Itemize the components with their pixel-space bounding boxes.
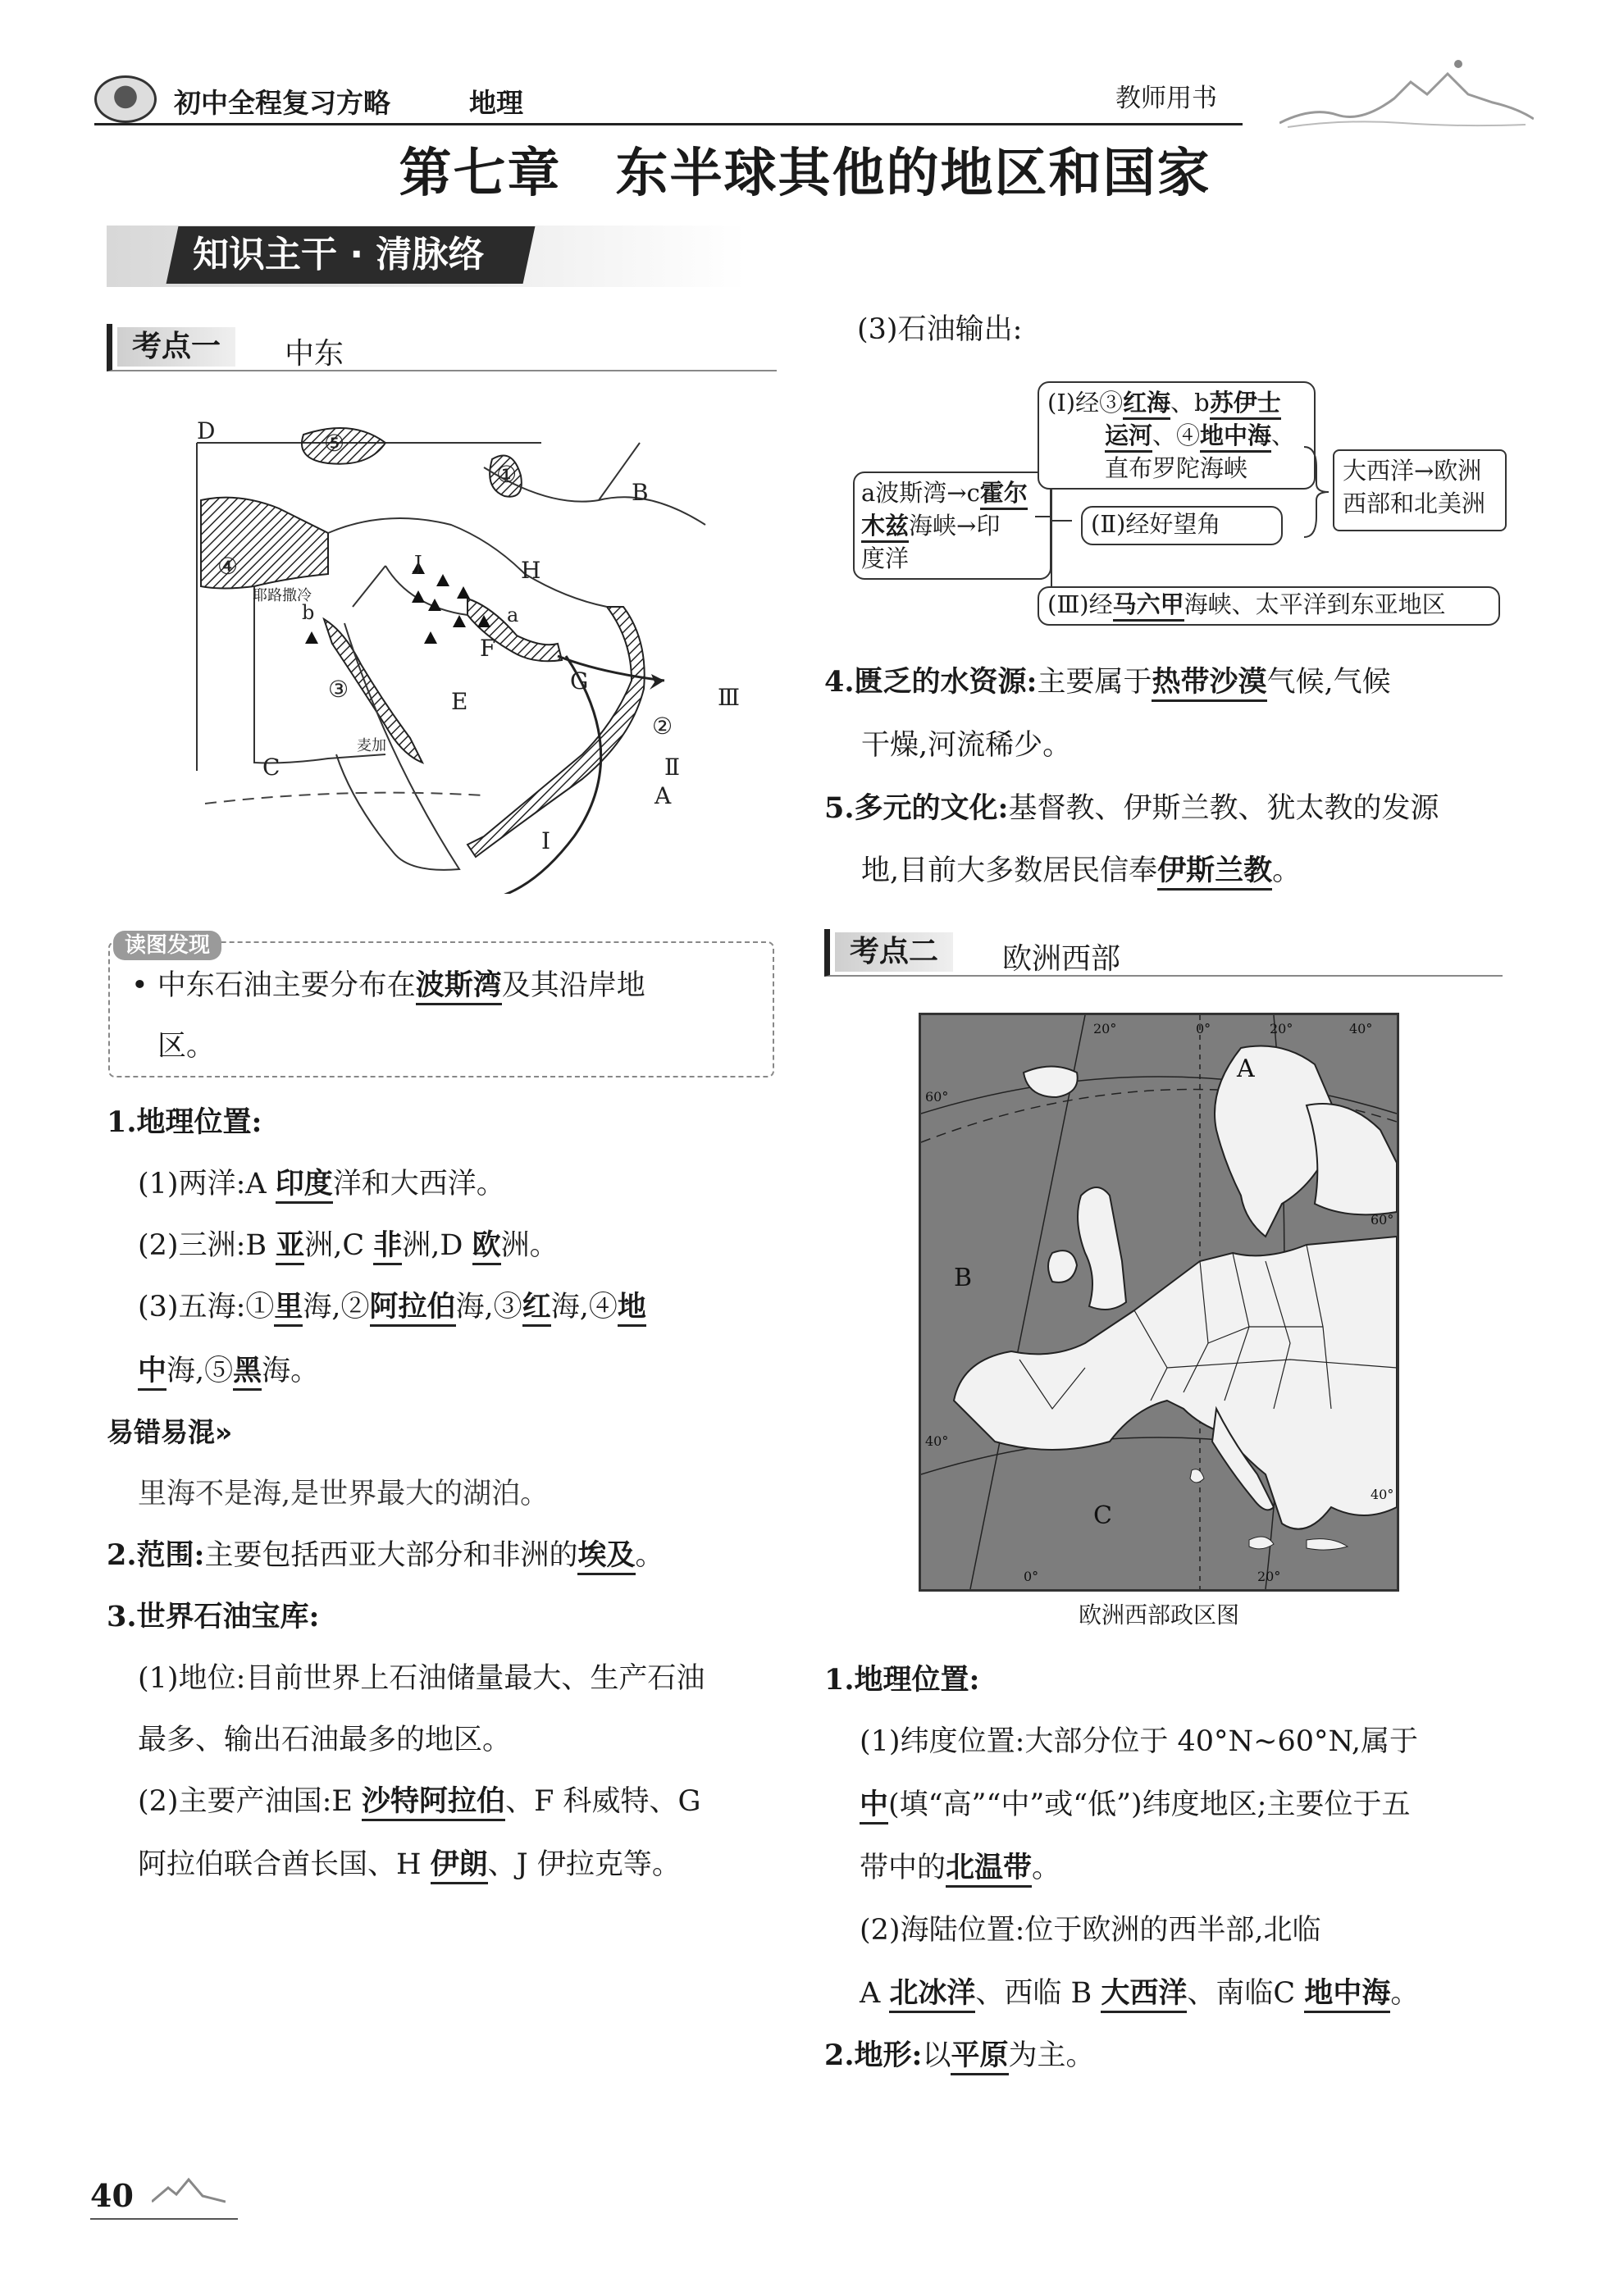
route-3-box: [1038, 586, 1500, 626]
answer: 埃及: [577, 1538, 635, 1575]
text: (Ⅲ)经: [1047, 590, 1113, 618]
europe-label-40e-top: 40°: [1349, 1021, 1373, 1036]
text: 以: [922, 2039, 951, 2072]
europe-label-60n-right: 60°: [1371, 1212, 1394, 1228]
map-label-3: ③: [328, 676, 349, 703]
answer: 里: [274, 1290, 303, 1327]
text: 。: [635, 1539, 664, 1572]
answer: 非: [373, 1228, 402, 1265]
map-label-II: Ⅱ: [664, 754, 681, 781]
route-2-box: (Ⅱ)经好望角: [1081, 506, 1283, 545]
answer: 印度: [276, 1167, 333, 1204]
answer: 大西洋: [1101, 1976, 1187, 2013]
map-label-I: Ⅰ: [541, 827, 551, 854]
map-label-b: b: [302, 601, 315, 624]
text: 为主。: [1008, 2039, 1095, 2072]
europe-section-2: [824, 2036, 1095, 2075]
book-title: 初中全程复习方略: [174, 87, 390, 119]
europe-label-B: B: [954, 1264, 973, 1292]
middle-east-map: [139, 410, 763, 894]
route-1-line3: 直布罗陀海峡: [1105, 454, 1248, 482]
discovery-tag: 读图发现: [113, 931, 221, 960]
kaodian-2-tag: 考点二: [835, 932, 953, 972]
answer: 运河: [1105, 421, 1152, 453]
answer: 北冰洋: [889, 1976, 975, 2013]
yicuo-heading: [107, 1413, 232, 1452]
map-label-J: J: [414, 552, 422, 575]
oil-source-box: [853, 472, 1051, 580]
text: 海,②: [303, 1291, 370, 1323]
heading: 4.匮乏的水资源:: [824, 665, 1038, 699]
answer: 苏伊士: [1210, 389, 1281, 420]
europe-label-20e-top: 20°: [1270, 1021, 1293, 1036]
europe-1-1-line1: (1)纬度位置:大部分位于 40°N~60°N,属于: [860, 1725, 1419, 1758]
answer: 地中海: [1304, 1976, 1390, 2013]
answer: 地中海: [1200, 421, 1271, 453]
europe-section-1-heading: 1.地理位置:: [824, 1663, 980, 1697]
answer: 马六甲: [1113, 590, 1184, 622]
destination-brace: [1300, 443, 1333, 541]
answer: 木兹: [861, 512, 909, 543]
europe-1-2-line2: [860, 1974, 1419, 2013]
edition-label: 教师用书: [1115, 84, 1217, 113]
answer: 亚: [276, 1228, 304, 1265]
text: 。: [1272, 854, 1302, 887]
map-label-G: G: [570, 667, 589, 695]
text: 阿拉伯联合酋长国、H: [138, 1848, 431, 1881]
text: 、西临 B: [975, 1977, 1101, 2010]
answer: 北温带: [946, 1851, 1032, 1888]
mountain-decoration-icon: [1279, 49, 1534, 131]
kaodian-1-heading: [107, 324, 777, 371]
map-label-a: a: [507, 604, 519, 626]
text: (2)三洲:B: [138, 1229, 276, 1262]
answer: 黑: [233, 1354, 262, 1391]
europe-1-2-line1: (2)海陆位置:位于欧洲的西半部,北临: [860, 1914, 1321, 1947]
europe-label-C: C: [1093, 1501, 1112, 1530]
text: 海。: [262, 1355, 320, 1387]
map-label-2: ②: [652, 713, 673, 740]
left-1-1: [138, 1164, 505, 1204]
answer: 沙特阿拉伯: [362, 1784, 505, 1821]
text: a波斯湾→c: [861, 479, 980, 507]
kaodian-1-title: 中东: [285, 337, 344, 371]
europe-1-1-line2: [860, 1785, 1410, 1824]
text: 、F 科威特、G: [505, 1785, 701, 1818]
text: 洋和大西洋。: [332, 1168, 505, 1200]
right-section-4-line2: 干燥,河流稀少。: [861, 729, 1072, 762]
text: 海,④: [550, 1291, 618, 1323]
answer: 伊斯兰教: [1157, 854, 1272, 891]
left-1-2: [138, 1226, 559, 1265]
answer: 中: [860, 1788, 888, 1824]
text: 带中的: [860, 1852, 946, 1884]
answer: 平原: [951, 2039, 1008, 2075]
section-banner: [166, 226, 536, 284]
map-label-III: Ⅲ: [718, 684, 741, 711]
answer: 欧: [472, 1228, 501, 1265]
text: 洲,C: [304, 1229, 374, 1262]
text: (Ⅰ)经③: [1047, 389, 1124, 417]
answer: 伊朗: [431, 1847, 488, 1884]
text: 海峡→印: [909, 512, 1001, 540]
double-chevron-icon: »: [215, 1416, 233, 1448]
oil-source-line3: 度洋: [861, 544, 910, 572]
answer: 热带沙漠: [1152, 665, 1266, 702]
map-label-1: ①: [496, 461, 518, 488]
left-section-3-heading: 3.世界石油宝库:: [107, 1600, 320, 1633]
europe-1-1-line3: [860, 1848, 1060, 1888]
europe-label-40n-left: 40°: [925, 1433, 949, 1449]
section-banner-label: 知识主干 · 清脉络: [193, 234, 485, 276]
heading: 5.多元的文化:: [824, 791, 1009, 825]
right-section-5-line1: [824, 789, 1439, 828]
text: (填“高”“中”或“低”)纬度地区;主要位于五: [888, 1788, 1411, 1821]
answer: 中: [138, 1354, 166, 1391]
answer: 红: [522, 1290, 551, 1327]
answer: 红海: [1123, 389, 1170, 420]
header-rule: [94, 123, 1243, 125]
map-label-E: E: [451, 688, 468, 715]
oil-export-heading: (3)石油输出:: [857, 313, 1023, 346]
answer: 霍尔: [980, 479, 1028, 510]
answer-persian-gulf: 波斯湾: [416, 968, 502, 1005]
left-section-2: [107, 1536, 664, 1575]
text: 海,⑤: [166, 1355, 234, 1387]
europe-label-40n-right: 40°: [1371, 1487, 1394, 1502]
left-3-2-line2: [138, 1845, 681, 1884]
text: (3)五海:①: [138, 1291, 275, 1323]
text: 、南临C: [1187, 1977, 1305, 2010]
answer: 阿拉伯: [370, 1290, 456, 1327]
yicuo-text: 里海不是海,是世界最大的湖泊。: [138, 1478, 550, 1510]
destination-line1: 大西洋→欧洲: [1343, 457, 1482, 485]
oil-source-line1: [861, 476, 1043, 509]
left-3-1-line1: (1)地位:目前世界上石油储量最大、生产石油: [138, 1662, 705, 1695]
footer-rule: [90, 2218, 238, 2220]
route-1-line2: [1047, 419, 1306, 452]
europe-map-frame: [919, 1013, 1399, 1592]
text: 洲,D: [402, 1229, 472, 1262]
left-3-1-line2: 最多、输出石油最多的地区。: [138, 1724, 512, 1756]
text: 、J 伊拉克等。: [487, 1848, 681, 1881]
europe-label-20w: 20°: [1093, 1021, 1117, 1036]
map-label-C: C: [262, 754, 280, 781]
text: 基督教、伊斯兰教、犹太教的发源: [1008, 792, 1439, 825]
route-1-box: [1038, 381, 1316, 490]
text: 、: [1271, 421, 1296, 449]
kaodian-1-tag: 考点一: [117, 327, 235, 367]
text: 主要属于: [1037, 666, 1152, 699]
discovery-line-1: [131, 966, 645, 1005]
text: 。: [1032, 1852, 1061, 1884]
answer: 地: [618, 1290, 646, 1327]
left-3-2-line1: [138, 1782, 700, 1821]
footer-mountain-icon: [152, 2173, 226, 2206]
text: 海峡、太平洋到东亚地区: [1184, 590, 1446, 618]
text: 、b: [1170, 389, 1210, 417]
text: A: [860, 1977, 890, 2010]
europe-map-caption: 欧洲西部政区图: [1078, 1601, 1239, 1629]
map-label-H: H: [521, 557, 541, 584]
kaodian-2-heading: [824, 929, 1503, 977]
text: 主要包括西亚大部分和非洲的: [204, 1539, 578, 1572]
route-1-line1: [1047, 386, 1306, 419]
publisher-logo: [94, 75, 157, 123]
europe-label-20e-bottom: 20°: [1257, 1569, 1281, 1584]
europe-map: [921, 1015, 1397, 1589]
subject-label: 地理: [469, 87, 523, 119]
heading: 2.范围:: [107, 1538, 205, 1572]
map-label-F: F: [480, 635, 496, 662]
discovery-line-2: 区。: [157, 1030, 216, 1063]
europe-label-A: A: [1237, 1055, 1255, 1083]
oil-source-line2: [861, 509, 1043, 542]
left-1-3-line1: [138, 1287, 646, 1327]
page-number: 40: [90, 2177, 134, 2214]
discovery-text: 及其沿岸地: [501, 969, 645, 1002]
kaodian-2-title: 欧洲西部: [1002, 942, 1121, 976]
map-label-A: A: [654, 782, 672, 809]
text: 地,目前大多数居民信奉: [861, 854, 1158, 887]
map-label-5: ⑤: [324, 430, 345, 457]
europe-label-0-top: 0°: [1196, 1021, 1211, 1036]
europe-label-60n-left: 60°: [925, 1089, 949, 1105]
map-label-D: D: [197, 417, 216, 444]
map-label-mecca: 麦加: [357, 737, 386, 754]
text: 海,③: [455, 1291, 522, 1323]
map-label-B: B: [632, 479, 649, 506]
map-label-4: ④: [217, 553, 239, 580]
europe-label-0-bottom: 0°: [1024, 1569, 1039, 1584]
discovery-text: • 中东石油主要分布在: [131, 969, 416, 1002]
heading: 2.地形:: [824, 2039, 923, 2072]
destination-line2: 西部和北美洲: [1343, 490, 1486, 517]
left-section-1-heading: 1.地理位置:: [107, 1105, 262, 1139]
destination-box: [1333, 449, 1507, 531]
text: 。: [1390, 1977, 1420, 2010]
right-section-5-line2: [861, 851, 1301, 891]
text: (1)两洋:A: [138, 1168, 276, 1200]
chapter-title: 第七章 东半球其他的地区和国家: [399, 143, 1211, 204]
text: 洲。: [500, 1229, 559, 1262]
yicuo-label: 易错易混: [107, 1416, 215, 1448]
map-label-jerusalem: 耶路撒冷: [253, 587, 312, 604]
text: 、④: [1152, 421, 1201, 449]
left-1-3-line2: [138, 1351, 319, 1391]
right-section-4-line1: [824, 663, 1391, 702]
text: 气候,气候: [1266, 666, 1391, 699]
text: (2)主要产油国:E: [138, 1785, 363, 1818]
